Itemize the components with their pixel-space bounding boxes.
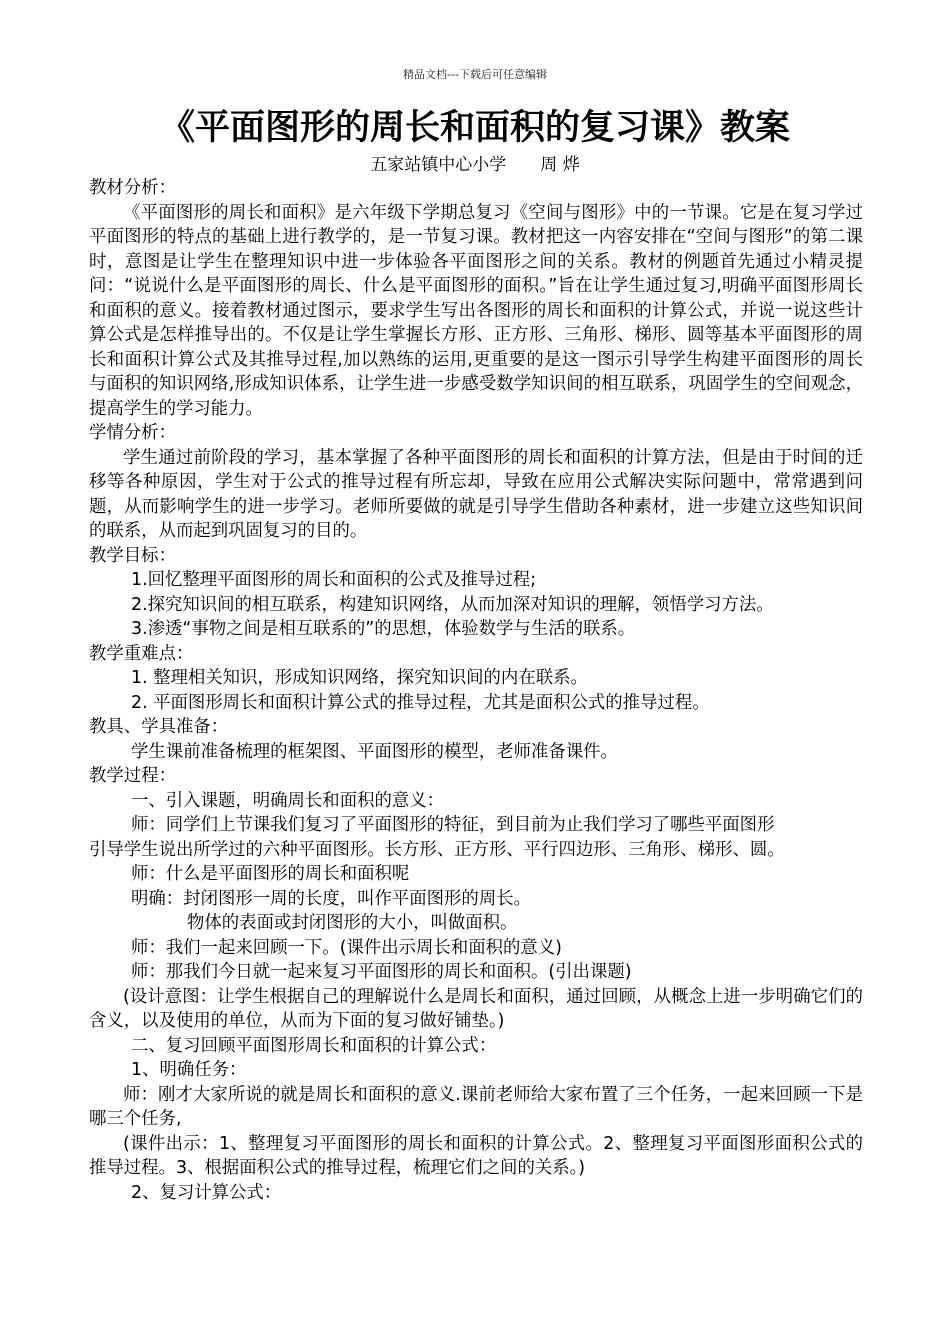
author-name: 周 烨 <box>540 155 580 175</box>
section-heading: 教材分析： <box>89 178 176 198</box>
list-item: 2.探究知识间的相互联系，构建知识网络，从而加深对知识的理解，领悟学习方法。 <box>131 594 774 615</box>
section-heading: 教学重难点： <box>89 643 194 664</box>
paragraph: 师：刚才大家所说的就是周长和面积的意义.课前老师给大家布置了三个任务，一起来回顾一下是哪三个任务, <box>89 1084 863 1129</box>
paragraph: 师：同学们上节课我们复习了平面图形的特征，到目前为止我们学习了哪些平面图形 <box>131 815 775 835</box>
section-heading: 学情分析： <box>89 423 176 443</box>
page-header: 精品文档---下载后可任意编辑 <box>403 68 547 81</box>
school-name: 五家站镇中心小学 <box>370 155 507 175</box>
author-line <box>0 150 950 175</box>
paragraph: 物体的表面或封闭图形的大小，叫做面积。 <box>187 913 518 933</box>
paragraph: 引导学生说出所学过的六种平面图形。长方形、正方形、平行四边形、三角形、梯形、圆。 <box>89 839 785 860</box>
list-item: 1. 整理相关知识，形成知识网络，探究知识间的内在联系。 <box>131 668 588 688</box>
paragraph: 《平面图形的周长和面积》是六年级下学期总复习《空间与图形》中的一节课。它是在复习学过平面图形的特点的基础上进行教学的，是一节复习课。教材把这一内容安排在“空间与图形”的第二课时，意图是让学生在整理知识中进一步体验各平面图形之间的关系。教材的例题首先通过小精灵提问：“说说什么是平面图形的周长、什么是平面图形的面积。”旨在让学生通过复习,明确平面图形周长和面积的意义。接着教材通过图示，要求学生写出各图形的周长和面积的计算公式，并说一说这些计算公式是怎样推导出的。不仅是让学生掌握长方形、正方形、三角形、梯形、圆等基本平面图形的周长和面积计算公式及其推导过程,加以熟练的运用,更重要的是这一图示引导学生构建平面图形的周长与面积的知识网络,形成知识体系，让学生进一步感受数学知识间的相互联系，巩固学生的空间观念，提高学生的学习能力。 <box>89 202 863 419</box>
paragraph: 2、复习计算公式： <box>131 1182 282 1203</box>
paragraph: 学生通过前阶段的学习，基本掌握了各种平面图形的周长和面积的计算方法，但是由于时间的迁移等各种原因，学生对于公式的推导过程有所忘却，导致在应用公式解决实际问题中，常常遇到问题，从而影响学生的进一步学习。老师所要做的就是引导学生借助各种素材，进一步建立这些知识间的联系，从而起到巩固复习的目的。 <box>89 447 863 541</box>
list-item: 3.渗透“事物之间是相互联系的”的思想，体验数学与生活的联系。 <box>131 619 636 639</box>
document-body <box>89 176 863 1205</box>
subsection-heading: 一、引入课题，明确周长和面积的意义： <box>131 790 445 811</box>
list-item: 1.回忆整理平面图形的周长和面积的公式及推导过程; <box>131 570 537 590</box>
design-intent-note: (设计意图：让学生根据自己的理解说什么是周长和面积，通过回顾，从概念上进一步明确它们的含义，以及使用的单位，从而为下面的复习做好铺垫。) <box>89 986 863 1031</box>
section-heading: 教学过程： <box>89 766 176 786</box>
paragraph: 1、明确任务： <box>131 1060 247 1080</box>
paragraph: 师：那我们今日就一起来复习平面图形的周长和面积。(引出课题) <box>131 962 632 982</box>
paragraph: 明确：封闭图形一周的长度，叫作平面图形的周长。 <box>131 888 531 909</box>
paragraph: 学生课前准备梳理的框架图、平面图形的模型，老师准备课件。 <box>131 741 618 762</box>
paragraph: (课件出示：1、整理复习平面图形的周长和面积的计算公式。2、整理复习平面图形面积公式的推导过程。3、根据面积公式的推导过程，梳理它们之间的关系。) <box>89 1133 863 1178</box>
paragraph: 师：我们一起来回顾一下。(课件出示周长和面积的意义) <box>131 937 562 958</box>
section-heading: 教具、学具准备： <box>89 717 229 737</box>
section-heading: 教学目标： <box>89 545 176 566</box>
document-title: 《平面图形的周长和面积的复习课》教案 <box>159 108 790 148</box>
list-item: 2. 平面图形周长和面积计算公式的推导过程，尤其是面积公式的推导过程。 <box>131 692 710 713</box>
subsection-heading: 二、复习回顾平面图形周长和面积的计算公式： <box>131 1035 497 1056</box>
paragraph: 师：什么是平面图形的周长和面积呢 <box>131 864 410 884</box>
